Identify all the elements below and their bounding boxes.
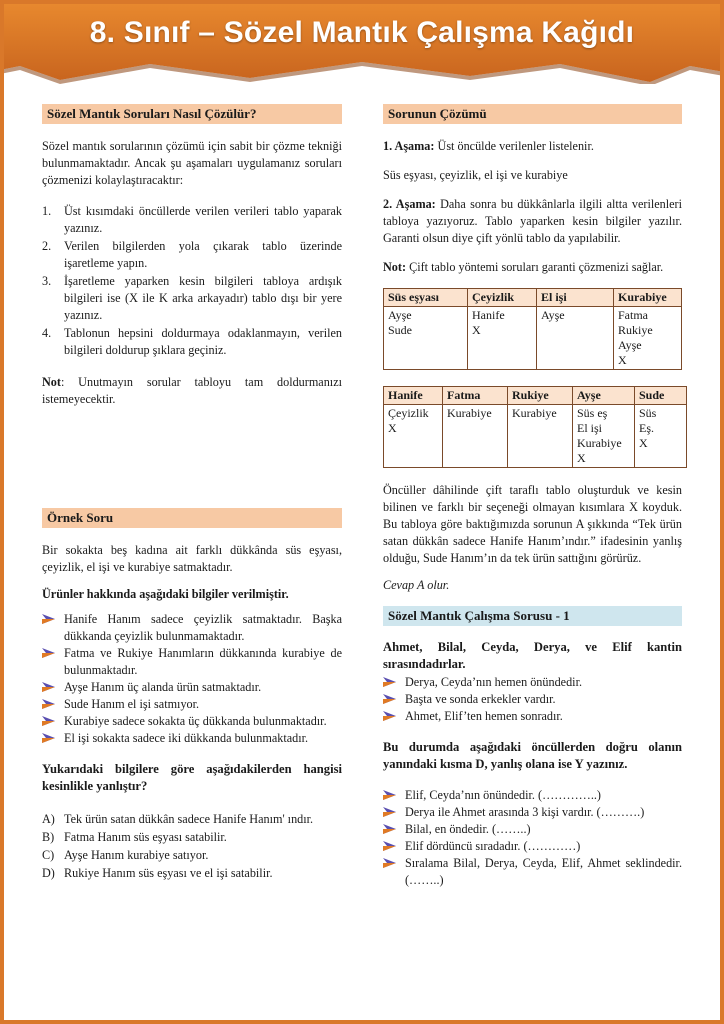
practice-clues [383,674,682,725]
answer-option-b: B) Fatma Hanım süs eşyası satabilir. [42,830,227,844]
table-cell: Kurabiye [508,405,573,468]
header-banner [0,0,724,84]
table-header: Çeyizlik [468,289,537,307]
answer-option-c: C) Ayşe Hanım kurabiye satıyor. [42,848,209,862]
example-options [42,811,342,882]
list-item: Elif dördüncü sıradadır. (…………) [383,838,682,855]
table-cell: Ayşe Sude [384,307,468,370]
table-header: El işi [537,289,614,307]
list-item: Fatma ve Rukiye Hanımların dükkanında kurabiye de bulunmaktadır. [42,645,342,679]
arrow-bullet-icon [42,732,55,749]
table-cell: Kurabiye [443,405,508,468]
section-heading-solution: Sorunun Çözümü [383,104,682,124]
table-cell: Çeyizlik X [384,405,443,468]
list-item: 1. Üst kısımdaki öncüllerde verilen verileri tablo yaparak yazınız. [42,204,342,235]
list-item: 2. Verilen bilgilerden yola çıkarak tablo üzerinde işaretleme yapın. [42,239,342,270]
table-cell: Süs Eş. X [635,405,687,468]
how-to-intro: Sözel mantık sorularının çözümü için sabit bir çözme tekniği bulunmamaktadır. Ancak şu aşamaları uygulamanız soruları çözmenizi kolaylaştıracaktır: [42,139,342,187]
person-table [383,386,687,468]
product-table [383,288,682,370]
practice-statements [383,787,682,889]
example-question: Yukarıdaki bilgilere göre aşağıdakilerden hangisi kesinlikle yanlıştır? [42,762,342,793]
list-item: Sude Hanım el işi satmıyor. [42,696,342,713]
practice-intro: Ahmet, Bilal, Ceyda, Derya, ve Elif kantin sırasındadırlar. [383,640,682,671]
table-cell: Ayşe [537,307,614,370]
section-heading-practice: Sözel Mantık Çalışma Sorusu - 1 [383,606,682,626]
list-item: Ahmet, Elif’ten hemen sonradır. [383,708,682,725]
example-info-heading: Ürünler hakkında aşağıdaki bilgiler verilmiştir. [42,587,289,601]
solution-step-1: 1. Aşama: Üst öncülde verilenler listelenir. [383,139,594,153]
table-header: Sude [635,387,687,405]
table-header: Ayşe [573,387,635,405]
table-header: Kurabiye [614,289,682,307]
list-item: Sıralama Bilal, Derya, Ceyda, Elif, Ahmet seklindedir.(……..) [383,855,682,889]
section-heading-example: Örnek Soru [42,508,342,528]
table-cell: Hanife X [468,307,537,370]
list-item: 3. İşaretleme yaparken kesin bilgileri tabloya ardışık bilgileri ise (X ile K arka arkayadır) tablo dışı bir yere yazınız. [42,274,342,322]
list-item: Hanife Hanım sadece çeyizlik satmaktadır. Başka dükkanda çeyizlik bulunmamaktadır. [42,611,342,645]
table-header: Hanife [384,387,443,405]
section-heading-how-to: Sözel Mantık Soruları Nasıl Çözülür? [42,104,342,124]
how-to-note: Not: Unutmayın sorular tabloyu tam doldurmanızı istemeyecektir. [42,375,342,406]
table-row [384,307,682,370]
list-item: Başta ve sonda erkekler vardır. [383,691,682,708]
solution-conclusion: Öncüller dâhilinde çift taraflı tablo oluşturduk ve kesin bilinen ve farklı bir seçeneği olmayan kısımlara X koyduk. Bu tabloya göre baktığımızda sorunun A şıkkında “Tek ürün satan dükkân sadece Hanife Hanım’ındır.” ifadesinin yanlış olduğu, Sude Hanım’ın da tek ürün sattığını görürüz. [383,483,682,565]
table-row [384,405,687,468]
table-cell: Fatma Rukiye Ayşe X [614,307,682,370]
list-item: El işi sokakta sadece iki dükkanda bulunmaktadır. [42,730,342,747]
example-intro: Bir sokakta beş kadına ait farklı dükkânda süs eşyası, çeyizlik, el işi ve kurabiye satmaktadır. [42,543,342,574]
arrow-bullet-icon [383,710,396,727]
solution-note: Not: Çift tablo yöntemi soruları garanti çözmenizi sağlar. [383,260,664,274]
arrow-bullet-icon [383,857,396,874]
list-item: Derya ile Ahmet arasında 3 kişi vardır. (……….) [383,804,682,821]
list-item: Bilal, en öndedir. (……..) [383,821,682,838]
table-header: Fatma [443,387,508,405]
list-item: 4. Tablonun hepsini doldurmaya odaklanmayın, verilen bilgileri doldurup şıklara geçiniz. [42,326,342,357]
answer-option-d: D) Rukiye Hanım süs eşyası ve el işi satabilir. [42,866,273,880]
list-item: Kurabiye sadece sokakta üç dükkanda bulunmaktadır. [42,713,342,730]
page-title: 8. Sınıf – Sözel Mantık Çalışma Kağıdı [89,16,635,49]
answer-option-a: A) Tek ürün satan dükkân sadece Hanife Hanım' ındır. [42,812,314,826]
list-item: Elif, Ceyda’nın önündedir. (…………..) [383,787,682,804]
table-cell: Süs eş El işi Kurabiye X [573,405,635,468]
table-header: Rukiye [508,387,573,405]
list-item: Ayşe Hanım üç alanda ürün satmaktadır. [42,679,342,696]
left-column [42,104,342,882]
example-facts [42,611,342,747]
solution-items-line: Süs eşyası, çeyizlik, el işi ve kurabiye [383,168,568,182]
how-to-steps [42,203,342,359]
practice-instruction: Bu durumda aşağıdaki öncüllerden doğru olanın yanındaki kısma D, yanlış olana ise Y yazınız. [383,740,682,771]
solution-step-2: 2. Aşama: Daha sonra bu dükkânlarla ilgili altta verilenleri tabloya yazıyoruz. Tablo yaparken kesin bilgiler yazılır. Garanti olsun diye çift yönlü tablo da yapılabilir. [383,197,682,245]
right-column [383,104,682,889]
arrow-bullet-icon [42,647,55,664]
solution-answer: Cevap A olur. [383,578,450,592]
table-header: Süs eşyası [384,289,468,307]
list-item: Derya, Ceyda’nın hemen önündedir. [383,674,682,691]
arrow-bullet-icon [42,613,55,630]
